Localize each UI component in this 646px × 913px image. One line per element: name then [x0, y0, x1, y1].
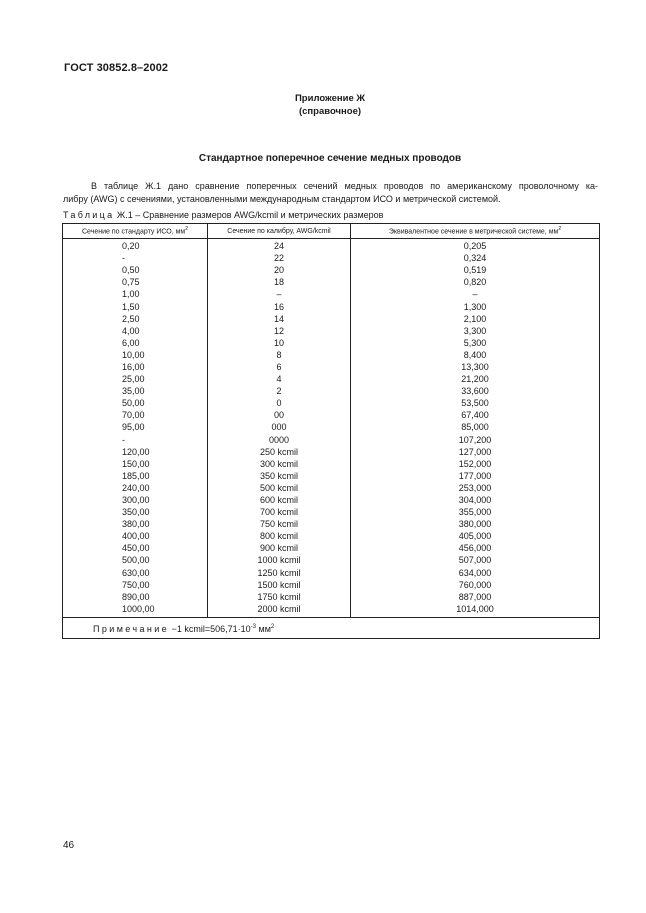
table-row — [63, 264, 600, 276]
table-row — [63, 288, 600, 300]
table-row — [63, 446, 600, 458]
cell-metric-section: 5,300 — [351, 337, 600, 349]
table-row — [63, 506, 600, 518]
cell-awg-section: 600 kcmil — [208, 494, 351, 506]
cell-awg-section: 8 — [208, 349, 351, 361]
cell-metric-section: 0,205 — [351, 239, 600, 253]
table-row — [63, 542, 600, 554]
cell-iso-section: 185,00 — [63, 470, 208, 482]
cell-awg-section: 900 kcmil — [208, 542, 351, 554]
cell-metric-section: 760,000 — [351, 579, 600, 591]
cell-iso-section: 150,00 — [63, 458, 208, 470]
table-row — [63, 458, 600, 470]
cell-iso-section: 35,00 — [63, 385, 208, 397]
table-row — [63, 591, 600, 603]
cell-metric-section: 53,500 — [351, 397, 600, 409]
cell-metric-section: – — [351, 288, 600, 300]
cell-iso-section: 890,00 — [63, 591, 208, 603]
cell-metric-section: 355,000 — [351, 506, 600, 518]
cell-metric-section: 253,000 — [351, 482, 600, 494]
cell-awg-section: 20 — [208, 264, 351, 276]
cell-iso-section: 1,00 — [63, 288, 208, 300]
cell-iso-section: - — [63, 252, 208, 264]
cell-metric-section: 3,300 — [351, 325, 600, 337]
table-row — [63, 337, 600, 349]
cell-iso-section: - — [63, 434, 208, 446]
table-row — [63, 567, 600, 579]
cell-awg-section: 16 — [208, 300, 351, 312]
cell-iso-section: 25,00 — [63, 373, 208, 385]
table-row — [63, 530, 600, 542]
cell-awg-section: 250 kcmil — [208, 446, 351, 458]
table-row — [63, 349, 600, 361]
awg-comparison-table — [62, 223, 600, 639]
cell-iso-section: 630,00 — [63, 567, 208, 579]
table-row — [63, 252, 600, 264]
table-row — [63, 276, 600, 288]
table-row — [63, 300, 600, 312]
table-caption — [63, 210, 383, 220]
cell-awg-section: 800 kcmil — [208, 530, 351, 542]
cell-iso-section: 350,00 — [63, 506, 208, 518]
cell-awg-section: 750 kcmil — [208, 518, 351, 530]
cell-awg-section: 1000 kcmil — [208, 554, 351, 566]
cell-metric-section: 8,400 — [351, 349, 600, 361]
note-unit-exponent: 2 — [270, 623, 275, 630]
table-row — [63, 554, 600, 566]
cell-awg-section: 0000 — [208, 434, 351, 446]
cell-awg-section: 500 kcmil — [208, 482, 351, 494]
section-title: Стандартное поперечное сечение медных проводов — [198, 153, 462, 164]
cell-metric-section: 33,600 — [351, 385, 600, 397]
cell-iso-section: 1,50 — [63, 300, 208, 312]
header-iso-section: Сечение по стандарту ИСО, $мм^2$ — [63, 224, 208, 239]
cell-awg-section: 18 — [208, 276, 351, 288]
cell-metric-section: 107,200 — [351, 434, 600, 446]
cell-iso-section: 120,00 — [63, 446, 208, 458]
cell-iso-section: 0,50 — [63, 264, 208, 276]
cell-awg-section: 12 — [208, 325, 351, 337]
table-caption-label: Таблица — [63, 210, 115, 220]
table-row — [63, 313, 600, 325]
cell-awg-section: 00 — [208, 409, 351, 421]
table-row — [63, 373, 600, 385]
table-row — [63, 470, 600, 482]
cell-metric-section: 13,300 — [351, 361, 600, 373]
cell-metric-section: 380,000 — [351, 518, 600, 530]
cell-metric-section: 1014,000 — [351, 603, 600, 618]
table-row — [63, 482, 600, 494]
cell-iso-section: 380,00 — [63, 518, 208, 530]
cell-iso-section: 6,00 — [63, 337, 208, 349]
note-exponent: -3 — [250, 623, 256, 630]
cell-iso-section: 2,50 — [63, 313, 208, 325]
table-row — [63, 494, 600, 506]
appendix-title: Приложение Ж — [294, 93, 366, 104]
table-body — [63, 239, 600, 639]
cell-iso-section: 70,00 — [63, 409, 208, 421]
cell-metric-section: 2,100 — [351, 313, 600, 325]
cell-awg-section: 22 — [208, 252, 351, 264]
table-row — [63, 397, 600, 409]
cell-iso-section: 240,00 — [63, 482, 208, 494]
cell-awg-section: 700 kcmil — [208, 506, 351, 518]
cell-awg-section: 4 — [208, 373, 351, 385]
intro-line-1: В таблице Ж.1 дано сравнение поперечных сечений медных проводов по американскому проволочному ка- — [91, 181, 598, 191]
table-row — [63, 385, 600, 397]
cell-awg-section: 14 — [208, 313, 351, 325]
cell-iso-section: 1000,00 — [63, 603, 208, 618]
table-header-row — [63, 224, 600, 239]
cell-metric-section: 21,200 — [351, 373, 600, 385]
header-awg-section: Сечение по калибру, AWG/kcmil — [208, 224, 351, 239]
cell-awg-section: 2 — [208, 385, 351, 397]
table-row — [63, 409, 600, 421]
note-unit: мм — [256, 623, 271, 634]
cell-awg-section: 000 — [208, 421, 351, 433]
cell-awg-section: 6 — [208, 361, 351, 373]
cell-awg-section: – — [208, 288, 351, 300]
page-number: 46 — [63, 840, 75, 851]
cell-awg-section: 300 kcmil — [208, 458, 351, 470]
cell-iso-section: 50,00 — [63, 397, 208, 409]
cell-awg-section: 350 kcmil — [208, 470, 351, 482]
cell-iso-section: 10,00 — [63, 349, 208, 361]
table-note — [63, 617, 600, 638]
table-row — [63, 361, 600, 373]
intro-line-2: либру (AWG) с сечениями, установленными международным стандартом ИСО и метрической системой. — [63, 194, 501, 204]
cell-awg-section: 2000 kcmil — [208, 603, 351, 618]
cell-metric-section: 1,300 — [351, 300, 600, 312]
cell-awg-section: 1250 kcmil — [208, 567, 351, 579]
table-row — [63, 434, 600, 446]
cell-metric-section: 0,820 — [351, 276, 600, 288]
cell-awg-section: 10 — [208, 337, 351, 349]
cell-iso-section: 16,00 — [63, 361, 208, 373]
cell-awg-section: 1750 kcmil — [208, 591, 351, 603]
cell-metric-section: 127,000 — [351, 446, 600, 458]
intro-paragraph — [63, 180, 598, 206]
cell-awg-section: 1500 kcmil — [208, 579, 351, 591]
cell-metric-section: 507,000 — [351, 554, 600, 566]
cell-metric-section: 456,000 — [351, 542, 600, 554]
cell-metric-section: 67,400 — [351, 409, 600, 421]
table-row — [63, 239, 600, 253]
cell-metric-section: 405,000 — [351, 530, 600, 542]
cell-iso-section: 500,00 — [63, 554, 208, 566]
table-row — [63, 603, 600, 618]
appendix-subtitle: (справочное) — [298, 106, 362, 117]
cell-iso-section: 450,00 — [63, 542, 208, 554]
cell-iso-section: 300,00 — [63, 494, 208, 506]
cell-iso-section: 0,75 — [63, 276, 208, 288]
cell-iso-section: 400,00 — [63, 530, 208, 542]
cell-metric-section: 0,519 — [351, 264, 600, 276]
cell-iso-section: 4,00 — [63, 325, 208, 337]
table-row — [63, 518, 600, 530]
cell-metric-section: 304,000 — [351, 494, 600, 506]
cell-awg-section: 0 — [208, 397, 351, 409]
table-caption-text: Ж.1 – Сравнение размеров AWG/kcmil и метрических размеров — [114, 210, 384, 220]
cell-metric-section: 177,000 — [351, 470, 600, 482]
appendix-heading — [0, 92, 646, 118]
cell-metric-section: 887,000 — [351, 591, 600, 603]
table-note-row — [63, 617, 600, 638]
table-row — [63, 325, 600, 337]
cell-metric-section: 634,000 — [351, 567, 600, 579]
table-row — [63, 579, 600, 591]
cell-awg-section: 24 — [208, 239, 351, 253]
header-metric-section: Эквивалентное сечение в метрической системе, $мм^2$ — [351, 224, 600, 239]
table-row — [63, 421, 600, 433]
cell-iso-section: 95,00 — [63, 421, 208, 433]
cell-iso-section: 750,00 — [63, 579, 208, 591]
cell-metric-section: 0,324 — [351, 252, 600, 264]
note-text: −1 kcmil=506,71·10 — [169, 623, 251, 634]
document-code: ГОСТ 30852.8–2002 — [64, 62, 169, 74]
cell-metric-section: 152,000 — [351, 458, 600, 470]
cell-iso-section: 0,20 — [63, 239, 208, 253]
note-label: Примечание — [93, 623, 170, 634]
cell-metric-section: 85,000 — [351, 421, 600, 433]
